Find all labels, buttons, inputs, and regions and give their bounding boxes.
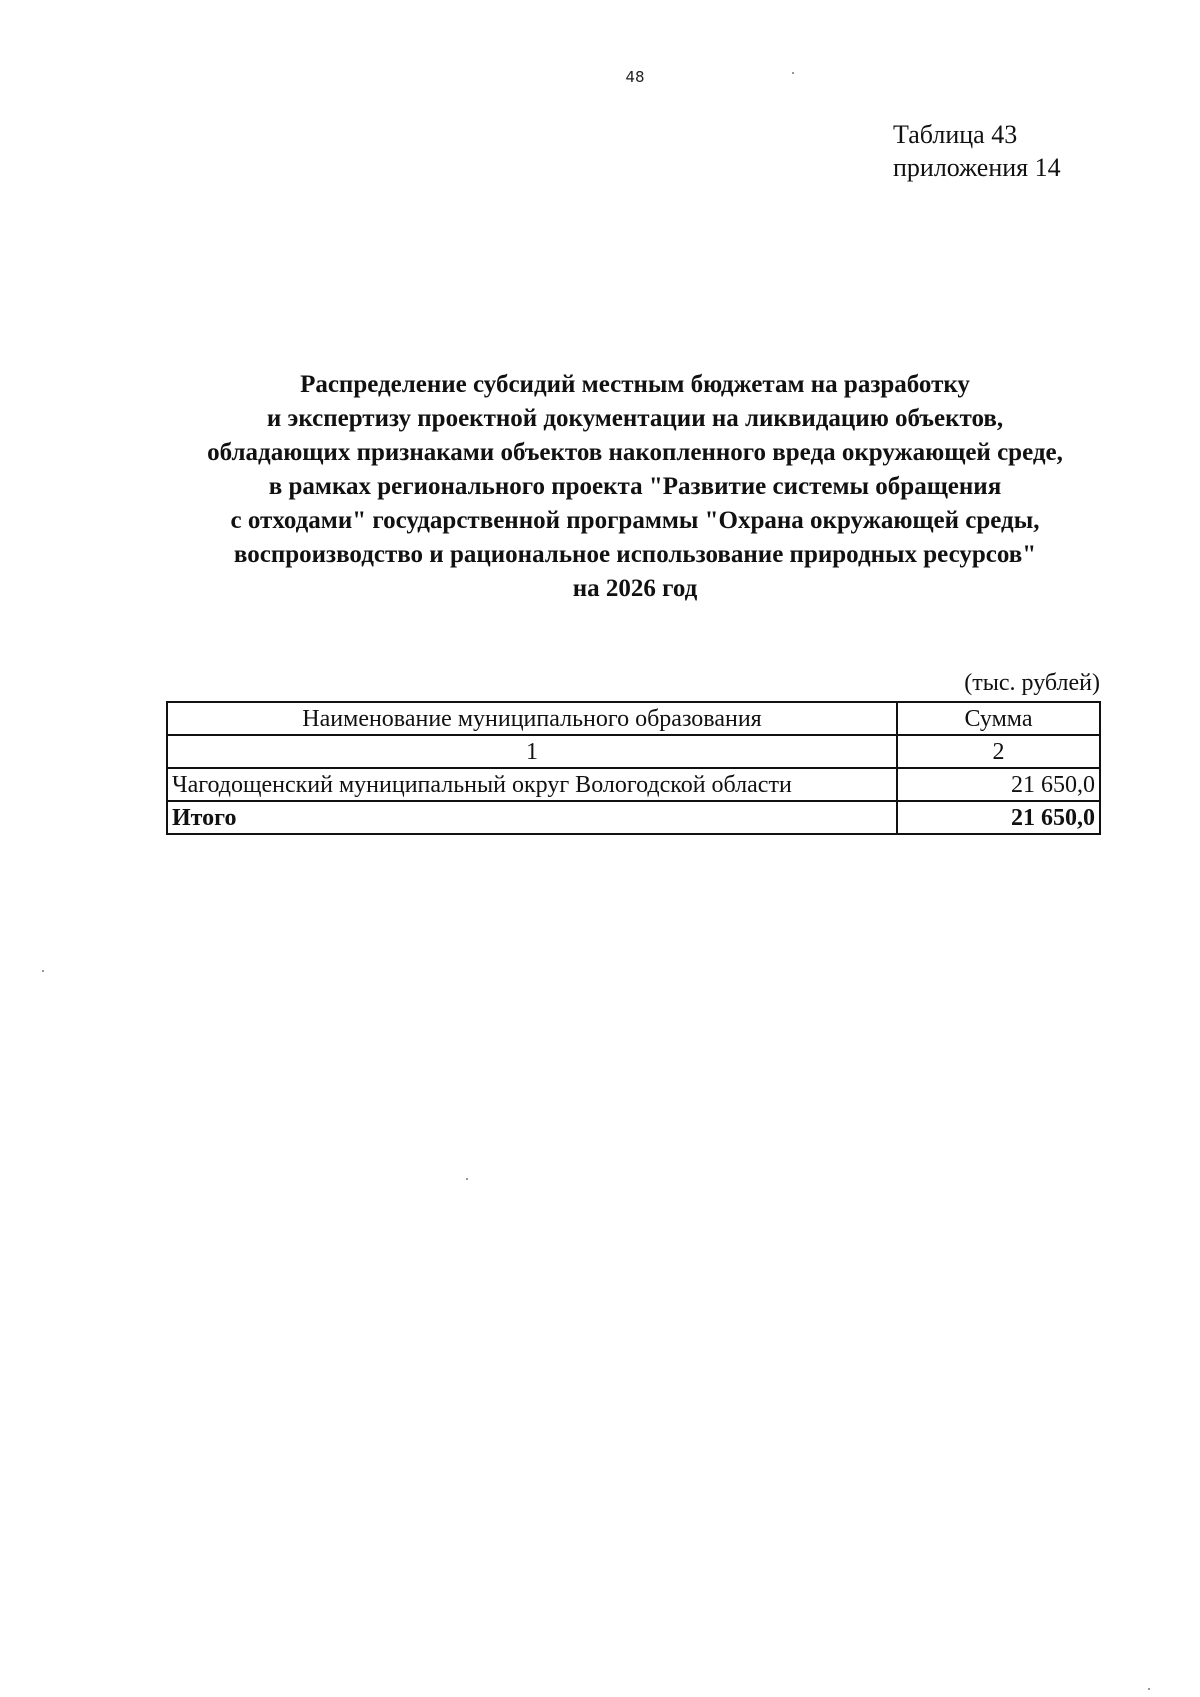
scan-speck: [1148, 1688, 1150, 1690]
title-line: на 2026 год: [572, 575, 698, 602]
table-reference-number: Таблица 43: [893, 120, 1018, 149]
subsidy-table: [166, 701, 1101, 835]
title-line: и экспертизу проектной документации на ликвидацию объектов,: [266, 405, 1004, 432]
scan-speck: [792, 72, 794, 74]
column-number-1: 1: [167, 735, 897, 768]
amount-value: 21 650,0: [897, 768, 1100, 801]
total-amount: 21 650,0: [897, 801, 1100, 834]
title-line: с отходами" государственной программы "Охрана окружающей среды,: [230, 507, 1040, 534]
scan-speck: [466, 1178, 468, 1180]
total-label: Итого: [167, 801, 897, 834]
units-label: (тыс. рублей): [964, 670, 1100, 696]
header-amount: Сумма: [897, 702, 1100, 735]
title-line: Распределение субсидий местным бюджетам на разработку: [300, 371, 970, 398]
column-number-2: 2: [897, 735, 1100, 768]
table-reference-appendix: приложения 14: [893, 153, 1061, 182]
title-line: обладающих признаками объектов накопленного вреда окружающей среде,: [207, 439, 1063, 466]
title-line: воспроизводство и рациональное использование природных ресурсов": [233, 541, 1037, 568]
scan-speck: [42, 970, 44, 972]
title-line: в рамках регионального проекта "Развитие системы обращения: [268, 473, 1002, 500]
table-row: [167, 768, 1100, 801]
table-reference: [893, 118, 1061, 184]
table-header-row: [167, 702, 1100, 735]
municipality-name: Чагодощенский муниципальный округ Вологодской области: [167, 768, 897, 801]
document-title: [150, 368, 1120, 606]
page-number: 48: [625, 68, 645, 86]
header-municipality: Наименование муниципального образования: [167, 702, 897, 735]
total-row: [167, 801, 1100, 834]
column-number-row: [167, 735, 1100, 768]
